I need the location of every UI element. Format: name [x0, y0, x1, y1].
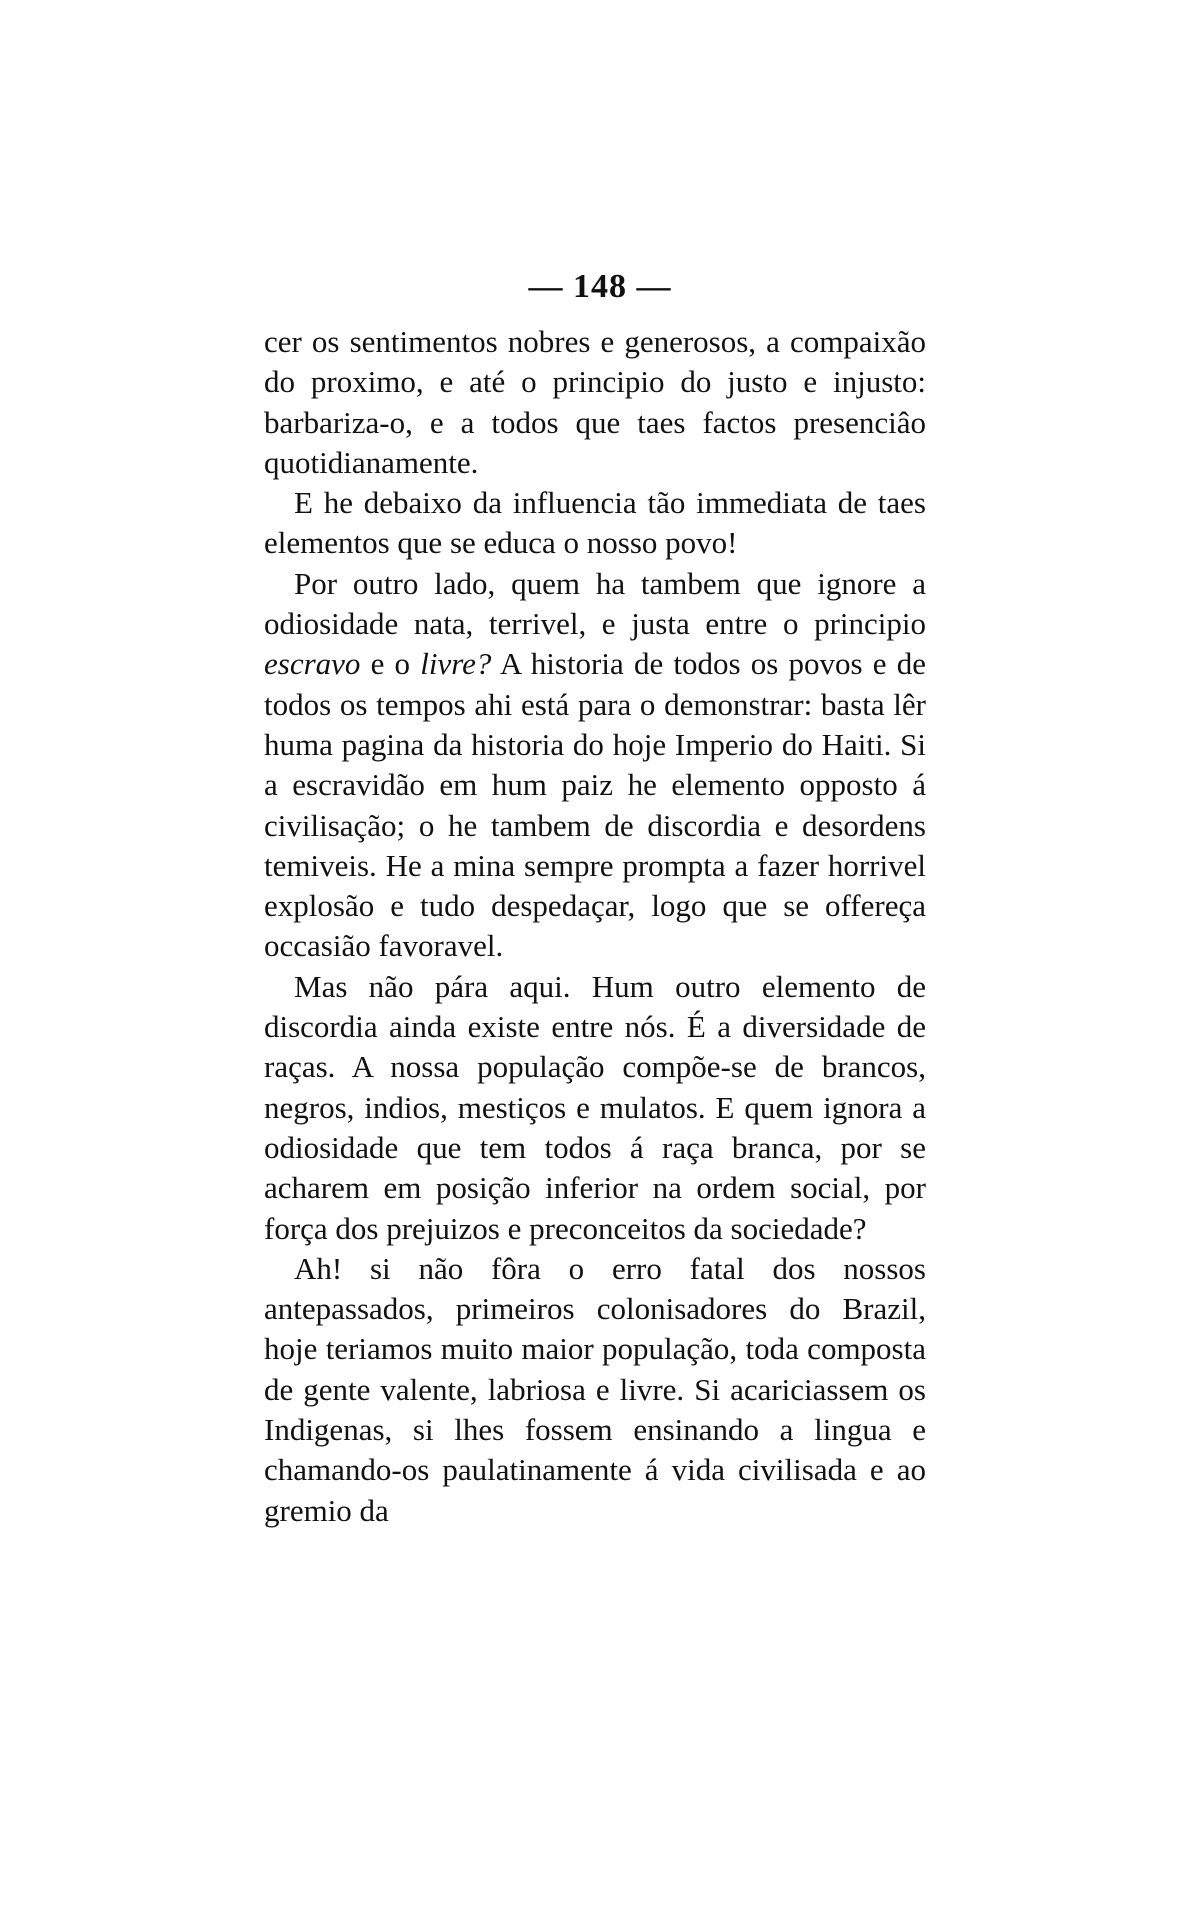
body-text	[264, 322, 926, 1531]
paragraph-5: Ah! si não fôra o erro fatal dos nossos antepassados, primeiros colonisadores do Brazil, hoje teriamos muito maior população, toda composta de gente valente, labriosa e livre. Si acariciassem os Indigenas, si lhes fossem ensinando a lingua e chamando-os paulatinamente á vida civilisada e ao gremio da	[264, 1250, 926, 1528]
page-number: — 148 —	[528, 268, 672, 305]
italic-word-livre: livre?	[420, 646, 492, 682]
paragraph-2: E he debaixo da influencia tão immediata de taes elementos que se educa o nosso povo!	[264, 485, 926, 561]
paragraph-3-text-before: Por outro lado, quem ha tambem que ignore a odiosidade nata, terrivel, e justa entre o principio	[264, 565, 926, 642]
paragraph-3-text-middle: e o	[360, 646, 421, 682]
paragraph-1: cer os sentimentos nobres e generosos, a compaixão do proximo, e até o principio do justo e injusto: barbariza-o, e a todos que taes factos presenciâo quotidianamente.	[264, 324, 926, 480]
paragraph-4: Mas não pára aqui. Hum outro elemento de discordia ainda existe entre nós. É a diversidade de raças. A nossa população compõe-se de brancos, negros, indios, mestiços e mulatos. E quem ignora a odiosidade que tem todos á raça branca, por se acharem em posição inferior na ordem social, por força dos prejuizos e preconceitos da sociedade?	[264, 968, 926, 1246]
paragraph-3	[264, 564, 926, 967]
italic-word-escravo: escravo	[264, 646, 361, 682]
paragraph-3-text-after: A historia de todos os povos e de todos os tempos ahi está para o demonstrar: basta lêr huma pagina da historia do hoje Imperio do Haiti. Si a escravidão em hum paiz he elemento opposto á civilisação; o he tambem de discordia e desordens temiveis. He a mina sempre prompta a fazer horrivel explosão e tudo despedaçar, logo que se offereça occasião favoravel.	[264, 646, 926, 964]
